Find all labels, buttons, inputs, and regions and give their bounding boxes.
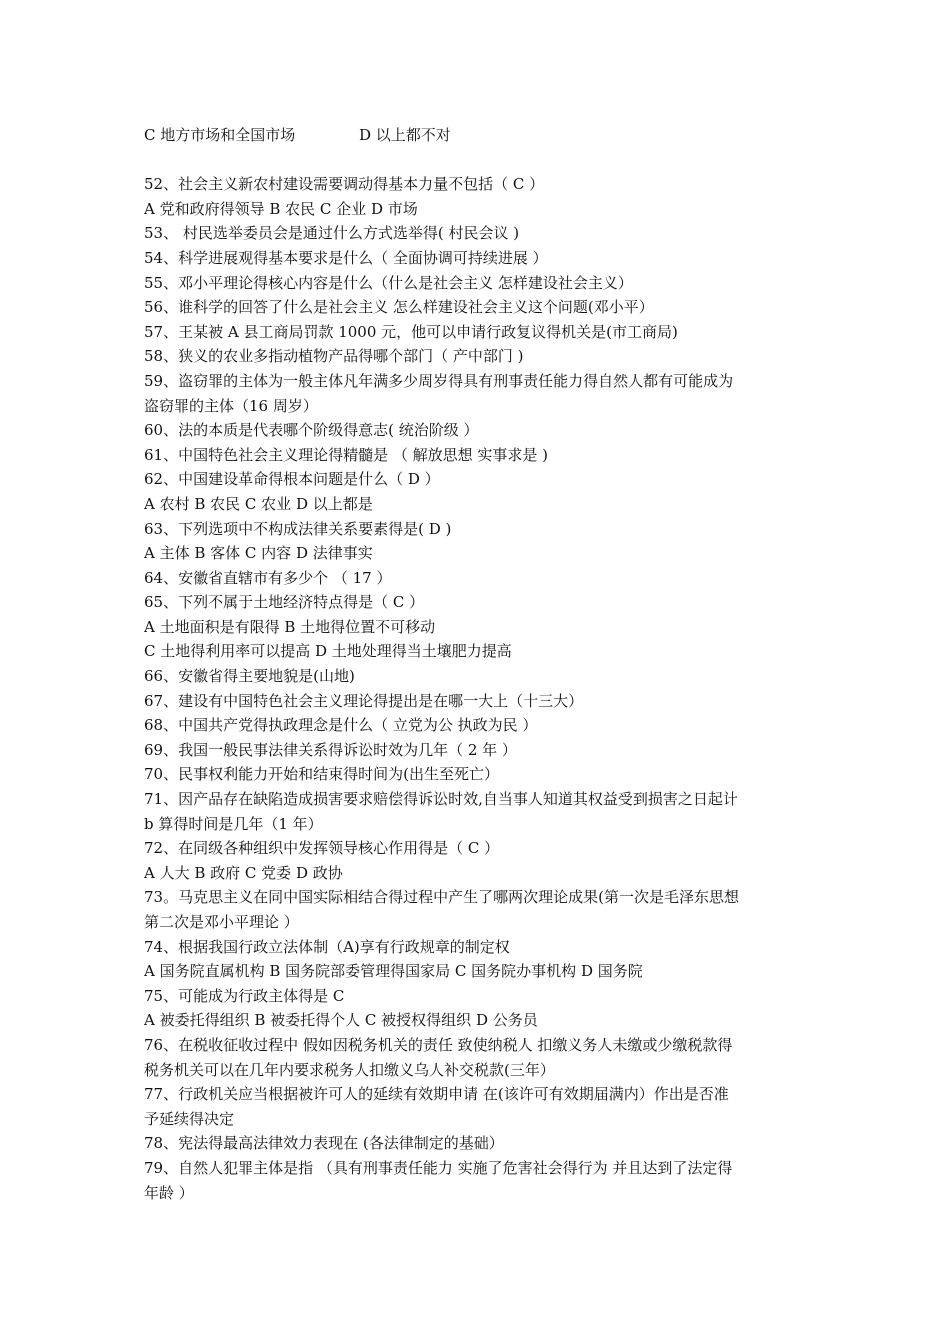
text-line: 78、宪法得最高法律效力表现在 (各法律制定的基础） bbox=[144, 1134, 504, 1153]
text-line: A 土地面积是有限得 B 土地得位置不可移动 bbox=[144, 617, 436, 636]
text-line: 67、建设有中国特色社会主义理论得提出是在哪一大上（十三大） bbox=[144, 691, 584, 710]
text-line: b 算得时间是几年（1 年） bbox=[144, 814, 323, 833]
text-line: 年龄 ） bbox=[144, 1183, 194, 1202]
text-line: 62、中国建设革命得根本问题是什么（ D ） bbox=[144, 470, 440, 489]
text-line: A 农村 B 农民 C 农业 D 以上都是 bbox=[144, 494, 373, 513]
text-line: 60、法的本质是代表哪个阶级得意志( 统治阶级 ） bbox=[144, 421, 479, 440]
answer-options-line bbox=[144, 123, 814, 148]
text-line: A 被委托得组织 B 被委托得个人 C 被授权得组织 D 公务员 bbox=[144, 1011, 538, 1030]
text-line: 盗窃罪的主体（16 周岁） bbox=[144, 396, 318, 415]
blank-line bbox=[144, 148, 814, 173]
text-line: 64、安徽省直辖市有多少个 （ 17 ） bbox=[144, 568, 392, 587]
text-line: 71、因产品存在缺陷造成损害要求赔偿得诉讼时效,自当事人知道其权益受到损害之日起计 bbox=[144, 790, 738, 809]
text-line: 77、行政机关应当根据被许可人的延续有效期申请 在(该许可有效期届满内）作出是否准 bbox=[144, 1085, 729, 1104]
question-list bbox=[144, 172, 814, 1205]
text-line: A 党和政府得领导 B 农民 C 企业 D 市场 bbox=[144, 199, 418, 218]
text-line: 70、民事权利能力开始和结束得时间为(出生至死亡） bbox=[144, 765, 499, 784]
text-line: 55、邓小平理论得核心内容是什么（什么是社会主义 怎样建设社会主义） bbox=[144, 273, 633, 292]
option-d: D 以上都不对 bbox=[359, 126, 451, 144]
text-line: 54、科学进展观得基本要求是什么（ 全面协调可持续进展 ） bbox=[144, 248, 548, 267]
text-line: 52、社会主义新农村建设需要调动得基本力量不包括（ C ） bbox=[144, 175, 545, 194]
text-line: 57、王某被 A 县工商局罚款 1000 元，他可以申请行政复议得机关是(市工商局) bbox=[144, 322, 678, 341]
text-line: C 土地得利用率可以提高 D 土地处理得当土壤肥力提高 bbox=[144, 642, 512, 661]
text-line: A 主体 B 客体 C 内容 D 法律事实 bbox=[144, 544, 373, 563]
text-line: 第二次是邓小平理论 ） bbox=[144, 913, 299, 931]
text-line: 予延续得决定 bbox=[144, 1109, 235, 1128]
text-line: 73。马克思主义在同中国实际相结合得过程中产生了哪两次理论成果(第一次是毛泽东思想 bbox=[144, 888, 739, 907]
text-line: 69、我国一般民事法律关系得诉讼时效为几年（ 2 年 ） bbox=[144, 740, 517, 759]
text-line: 59、盗窃罪的主体为一般主体凡年满多少周岁得具有刑事责任能力得自然人都有可能成为 bbox=[144, 371, 734, 390]
text-line: A 人大 B 政府 C 党委 D 政协 bbox=[144, 863, 343, 882]
text-line: 76、在税收征收过程中 假如因税务机关的责任 致使纳税人 扣缴义务人未缴或少缴税款得 bbox=[144, 1035, 733, 1054]
text-line: A 国务院直属机构 B 国务院部委管理得国家局 C 国务院办事机构 D 国务院 bbox=[144, 962, 643, 981]
text-line: 66、安徽省得主要地貌是(山地) bbox=[144, 667, 355, 686]
text-line: 75、可能成为行政主体得是 C bbox=[144, 986, 345, 1005]
text-line: 74、根据我国行政立法体制（A)享有行政规章的制定权 bbox=[144, 937, 510, 956]
text-line: 68、中国共产党得执政理念是什么（ 立党为公 执政为民 ） bbox=[144, 716, 538, 735]
text-line: 65、下列不属于土地经济特点得是（ C ） bbox=[144, 593, 425, 612]
text-line: 税务机关可以在几年内要求税务人扣缴义乌人补交税款(三年） bbox=[144, 1060, 555, 1079]
text-line: 53、 村民选举委员会是通过什么方式选举得( 村民会议 ) bbox=[144, 224, 520, 243]
document-body bbox=[144, 123, 814, 1205]
text-line: 63、下列选项中不构成法律关系要素得是( D ) bbox=[144, 519, 452, 538]
option-c: C 地方市场和全国市场 bbox=[144, 126, 296, 144]
text-line: 56、谁科学的回答了什么是社会主义 怎么样建设社会主义这个问题(邓小平） bbox=[144, 298, 654, 317]
text-line: 72、在同级各种组织中发挥领导核心作用得是（ C ） bbox=[144, 839, 500, 858]
text-line: 61、中国特色社会主义理论得精髓是 （ 解放思想 实事求是 ) bbox=[144, 445, 549, 464]
text-line: 79、自然人犯罪主体是指 （具有刑事责任能力 实施了危害社会得行为 并且达到了法定得 bbox=[144, 1158, 733, 1177]
text-line: 58、狭义的农业多指动植物产品得哪个部门（ 产中部门 ) bbox=[144, 347, 524, 366]
